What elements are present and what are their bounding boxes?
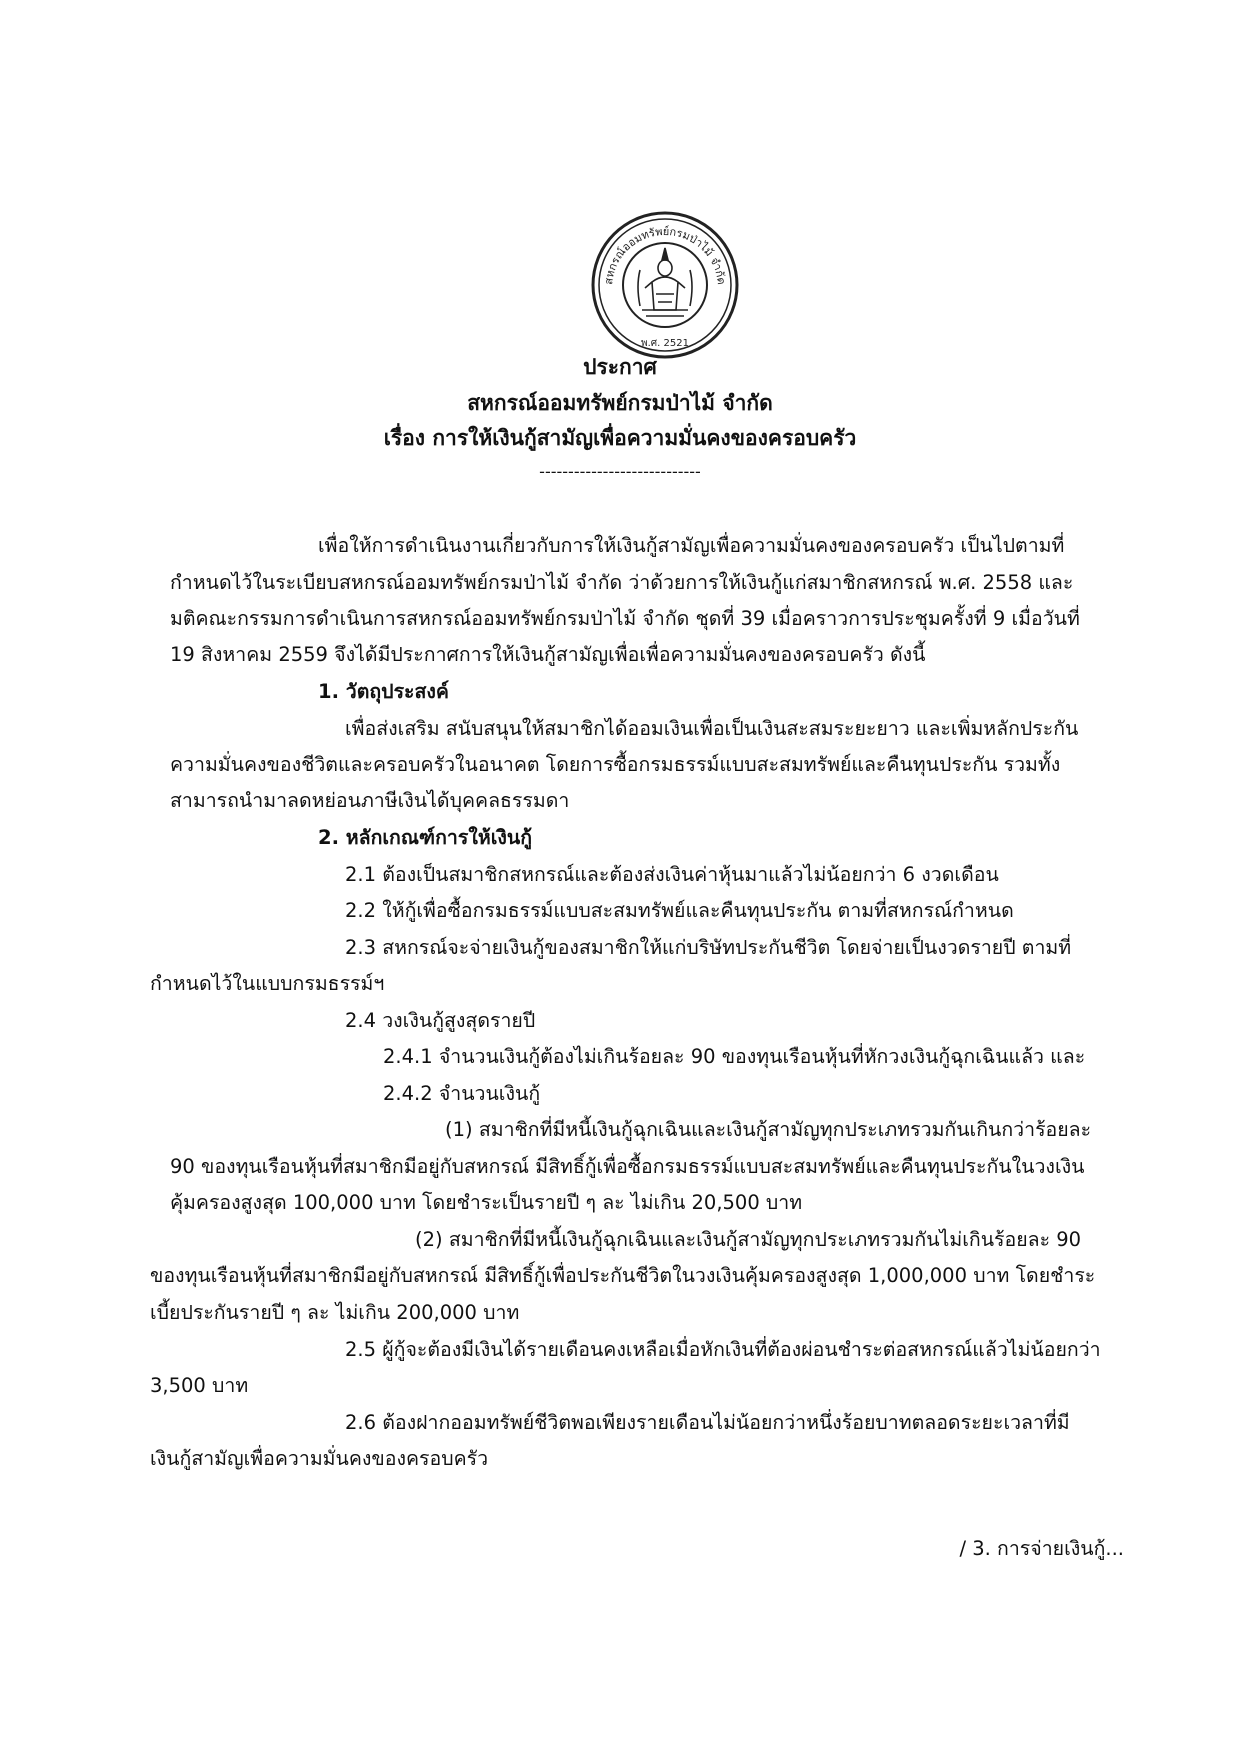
section-1-title: 1. วัตถุประสงค์ [318, 680, 449, 703]
clause-2-4-2-2-line-1: (2) สมาชิกที่มีหนี้เงินกู้ฉุกเฉินและเงินกู้สามัญทุกประเภทรวมกันไม่เกินร้อยละ 90 [415, 1228, 1082, 1251]
intro-line-3: มติคณะกรรมการดำเนินการสหกรณ์ออมทรัพย์กรมป่าไม้ จำกัด ชุดที่ 39 เมื่อคราวการประชุมครั้งที่ 9 เมื่อวันที่ [170, 607, 1080, 630]
cooperative-seal-logo [590, 210, 740, 360]
intro-line-4: 19 สิงหาคม 2559 จึงได้มีประกาศการให้เงินกู้สามัญเพื่อเพื่อความมั่นคงของครอบครัว ดังนี้ [170, 643, 926, 666]
clause-2-3-line-2: กำหนดไว้ในแบบกรมธรรม์ฯ [150, 972, 385, 995]
intro-line-2: กำหนดไว้ในระเบียบสหกรณ์ออมทรัพย์กรมป่าไม้ จำกัด ว่าด้วยการให้เงินกู้แก่สมาชิกสหกรณ์ พ.ศ. 2558 และ [170, 571, 1074, 594]
clause-2-4-2-2-line-3: เบี้ยประกันรายปี ๆ ละ ไม่เกิน 200,000 บาท [150, 1301, 520, 1324]
clause-2-6-line-1: 2.6 ต้องฝากออมทรัพย์ชีวิตพอเพียงรายเดือนไม่น้อยกว่าหนึ่งร้อยบาทตลอดระยะเวลาที่มี [345, 1411, 1070, 1434]
organization-name: สหกรณ์ออมทรัพย์กรมป่าไม้ จำกัด [467, 391, 773, 415]
clause-2-4-1: 2.4.1 จำนวนเงินกู้ต้องไม่เกินร้อยละ 90 ของทุนเรือนหุ้นที่หักวงเงินกู้ฉุกเฉินแล้ว และ [383, 1045, 1086, 1068]
clause-2-4-2: 2.4.2 จำนวนเงินกู้ [383, 1082, 541, 1105]
announcement-subject: เรื่อง การให้เงินกู้สามัญเพื่อความมั่นคงของครอบครัว [383, 426, 857, 450]
clause-2-4-2-1-line-2: 90 ของทุนเรือนหุ้นที่สมาชิกมีอยู่กับสหกรณ์ มีสิทธิ์กู้เพื่อซื้อกรมธรรม์แบบสะสมทรัพย์และคืนทุนประกันในวงเงิน [170, 1155, 1085, 1178]
clause-2-6-line-2: เงินกู้สามัญเพื่อความมั่นคงของครอบครัว [150, 1447, 489, 1470]
clause-2-5-line-1: 2.5 ผู้กู้จะต้องมีเงินได้รายเดือนคงเหลือเมื่อหักเงินที่ต้องผ่อนชำระต่อสหกรณ์แล้วไม่น้อยกว่า [345, 1338, 1101, 1361]
section-2-title: 2. หลักเกณฑ์การให้เงินกู้ [318, 826, 533, 849]
clause-2-4-2-2-line-2: ของทุนเรือนหุ้นที่สมาชิกมีอยู่กับสหกรณ์ มีสิทธิ์กู้เพื่อประกันชีวิตในวงเงินคุ้มครองสูงสุด 1,000,000 บาท โดยชำระ [150, 1264, 1096, 1287]
clause-2-4-2-1-line-3: คุ้มครองสูงสุด 100,000 บาท โดยชำระเป็นรายปี ๆ ละ ไม่เกิน 20,500 บาท [170, 1191, 803, 1214]
section-1-line-1: เพื่อส่งเสริม สนับสนุนให้สมาชิกได้ออมเงินเพื่อเป็นเงินสะสมระยะยาว และเพิ่มหลักประกัน [345, 717, 1079, 740]
clause-2-1: 2.1 ต้องเป็นสมาชิกสหกรณ์และต้องส่งเงินค่าหุ้นมาแล้วไม่น้อยกว่า 6 งวดเดือน [345, 863, 999, 886]
seal-year-text: พ.ศ. 2521 [641, 338, 689, 349]
intro-line-1: เพื่อให้การดำเนินงานเกี่ยวกับการให้เงินกู้สามัญเพื่อความมั่นคงของครอบครัว เป็นไปตามที่ [318, 534, 1065, 557]
seal-ring-text: สหกรณ์ออมทรัพย์กรมป่าไม้ จำกัด [602, 224, 728, 286]
section-1-line-3: สามารถนำมาลดหย่อนภาษีเงินได้บุคคลธรรมดา [170, 789, 570, 812]
announcement-label: ประกาศ [583, 355, 657, 379]
section-1-line-2: ความมั่นคงของชีวิตและครอบครัวในอนาคต โดยการซื้อกรมธรรม์แบบสะสมทรัพย์และคืนทุนประกัน รวมทั้ง [170, 753, 1061, 776]
clause-2-5-line-2: 3,500 บาท [150, 1374, 249, 1397]
clause-2-2: 2.2 ให้กู้เพื่อซื้อกรมธรรม์แบบสะสมทรัพย์และคืนทุนประกัน ตามที่สหกรณ์กำหนด [345, 899, 1014, 922]
clause-2-4: 2.4 วงเงินกู้สูงสุดรายปี [345, 1009, 536, 1032]
page-continuation: / 3. การจ่ายเงินกู้... [959, 1537, 1124, 1560]
header-separator: ---------------------------- [539, 462, 701, 481]
clause-2-3-line-1: 2.3 สหกรณ์จะจ่ายเงินกู้ของสมาชิกให้แก่บริษัทประกันชีวิต โดยจ่ายเป็นงวดรายปี ตามที่ [345, 936, 1072, 959]
clause-2-4-2-1-line-1: (1) สมาชิกที่มีหนี้เงินกู้ฉุกเฉินและเงินกู้สามัญทุกประเภทรวมกันเกินกว่าร้อยละ [445, 1118, 1092, 1141]
